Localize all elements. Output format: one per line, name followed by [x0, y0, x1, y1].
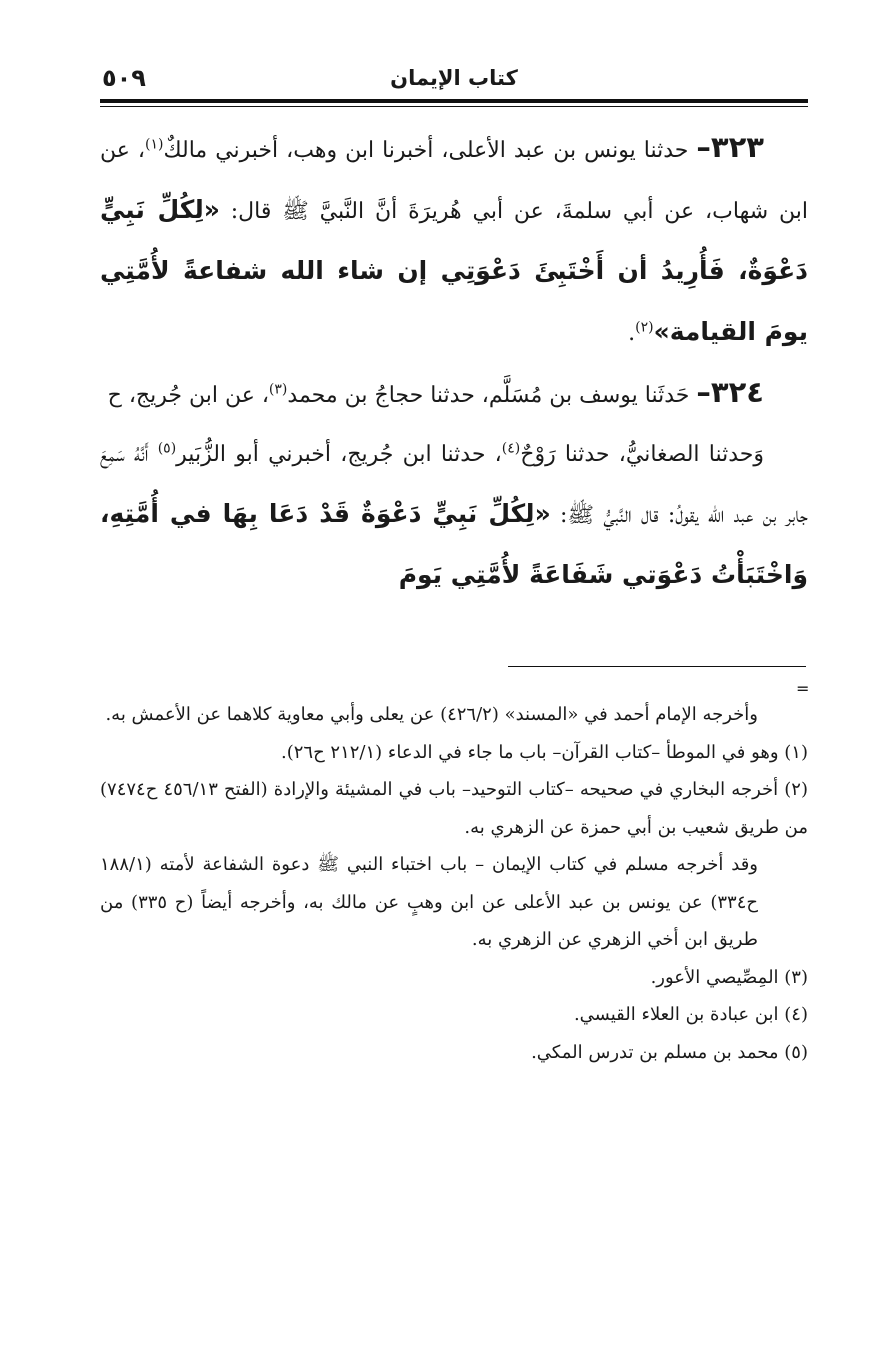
page-number: ٥٠٩ [102, 64, 146, 92]
header-rule-thick [100, 99, 808, 103]
footnote-continuation: وأخرجه الإمام أحمد في «المسند» (٤٢٦/٢) عن يعلى وأبي معاوية كلاهما عن الأعمش به. [105, 704, 758, 725]
sentence-end: . [628, 321, 636, 346]
footnote-5: (٥) محمد بن مسلم بن تدرس المكي. [531, 1041, 808, 1063]
running-title: كتاب الإيمان [390, 66, 518, 90]
main-text [100, 118, 808, 606]
header-rule-thin [100, 106, 808, 107]
footnote-divider [508, 666, 806, 667]
footnote-4: (٤) ابن عبادة بن العلاء القيسي. [573, 1004, 808, 1025]
hadith-number: ٣٢٤– [696, 375, 764, 409]
isnad-text: ، حدثنا ابن جُريج، أخبرني أبو الزُّبَير [176, 442, 502, 467]
footnote-3: (٣) المِصِّيصي الأعور. [650, 966, 808, 988]
footnote-1: (١) وهو في الموطأ –كتاب القرآن– باب ما جاء في الدعاء (٢١٢/١ ح٢٦). [280, 741, 808, 763]
hadith-number: ٣٢٣– [696, 130, 764, 164]
footnote-ref: (٤) [501, 440, 521, 457]
footnote-ref: (٣) [268, 381, 288, 398]
footnotes [100, 696, 808, 1071]
hadith-323 [100, 118, 808, 363]
page-header [100, 62, 808, 96]
prophet-words: «لِكُلِّ نَبِيٍّ دَعْوَةٌ، فَأُرِيدُ أن أَخْتَبِئَ دَعْوَتِي إن شاء الله شفاعةً لأُمَّتِي يومَ القيامة» [100, 195, 808, 346]
footnote-ref: (٥) [157, 440, 177, 457]
footnote-ref: (٢) [635, 319, 654, 336]
isnad-text: وَحدثنا الصغانيُّ، حدثنا رَوْحٌ [520, 442, 764, 467]
hadith-324-second-chain [100, 425, 808, 606]
footnote-2: (٢) أخرجه البخاري في صحيحه –كتاب التوحيد– باب في المشيئة والإرادة (الفتح ٤٥٦/١٣ ح٧٤٧٤) من طريق شعيب بن أبي حمزة عن الزهري به. [100, 779, 808, 838]
isnad-text: حدثنا يونس بن عبد الأعلى، أخبرنا ابن وهب، أخبرني مالكٌ [163, 138, 697, 163]
isnad-text: ، عن ابن شهاب، عن أبي سلمةَ، عن أبي هُريرَةَ أنَّ النَّبيَّ ﷺ قال: [100, 138, 808, 224]
prophet-words: «لِكُلِّ نَبِيٍّ دَعْوَةٌ قَدْ دَعَا بِهَا في أُمَّتِهِ، وَاخْتَبَأْتُ دَعْوَتي شَفَاعَةً لأُمَّتِي يَومَ [100, 499, 808, 589]
isnad-text: أَنَّهُ سَمِعَ جابر بن عبد الله يقولُ: قال النَّبيُّ ﷺ: [100, 442, 808, 528]
continuation-mark: = [796, 679, 810, 698]
isnad-text: ، عن ابن جُريج، ح [107, 383, 269, 408]
hadith-324 [100, 363, 808, 425]
footnote-2-continued: وقد أخرجه مسلم في كتاب الإيمان – باب اختباء النبي ﷺ دعوة الشفاعة لأمته (١٨٨/١ ح٣٣٤) عن يونس بن عبد الأعلى عن ابن وهبٍ عن مالك به، وأخرجه أيضاً (ح ٣٣٥) من طريق ابن أخي الزهري عن الزهري به. [100, 854, 759, 950]
footnote-ref: (١) [144, 136, 164, 153]
isnad-text: حَدثَنا يوسف بن مُسَلَّم، حدثنا حجاجُ بن محمد [287, 383, 697, 408]
